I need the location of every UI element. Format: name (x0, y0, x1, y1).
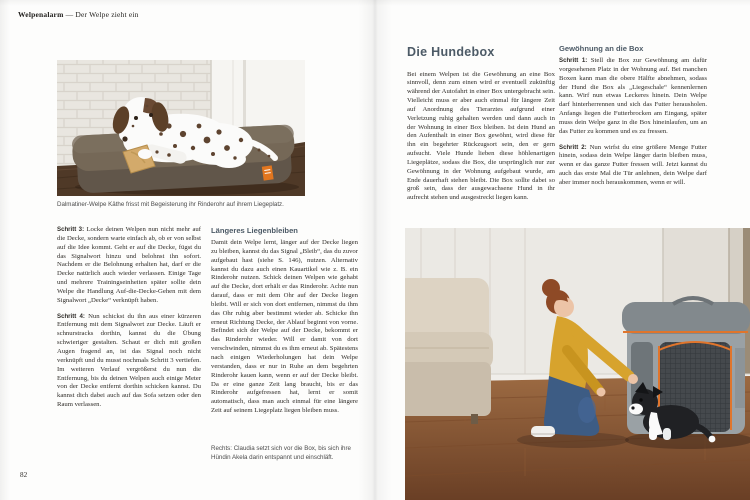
step-text: Nun schickst du ihn aus einer kürzeren Entfernung mit dem Signalwort zur Decke. Läuft er schnurstracks dorthin, kannst du die Übung schwieriger gestalten. Schaut er dich mit großen Augen fragend an, ist das Signal noch nicht verknüpft und du musst nochmals Schritt 3 vertiefen. Im weiteren Verlauf vergrößerst du nun die Entfernung, bis du deinen Welpen auch einige Meter von der Decke entfernt dorthin schicken kannst. Du kannst dich dabei auch auf das Sofa setzen oder den Raum verlassen. (57, 312, 201, 409)
page-number: 82 (20, 471, 28, 479)
photo-caption-right: Rechts: Claudia setzt sich vor die Box, bis sich ihre Hündin Akela darin entspannt und einschläft. (211, 445, 351, 462)
paragraph-schritt-2 (559, 144, 707, 188)
running-head-chapter: Welpenalarm (18, 10, 64, 19)
subheading-laengeres-liegenbleiben: Längeres Liegenbleiben (211, 226, 298, 235)
subheading-gewoehnung: Gewöhnung an die Box (559, 44, 644, 53)
right-page-column-1 (407, 44, 555, 210)
photo-caption-left: Dalmatiner-Welpe Käthe frisst mit Begeisterung ihr Rinderohr auf ihrem Liegeplatz. (57, 201, 284, 208)
step-label: Schritt 4: (57, 312, 85, 320)
sneaker (531, 426, 555, 437)
paragraph-schritt-1 (559, 57, 707, 137)
dalmatian-illustration (57, 60, 305, 196)
page-edge-shadow-top (0, 0, 750, 6)
page-edge-shadow-left (0, 0, 10, 500)
running-head-section: Der Welpe zieht ein (75, 10, 139, 19)
photo-woman-with-crate (405, 228, 750, 500)
running-head-separator: — (65, 10, 74, 19)
photo-dalmatian-on-bed (57, 60, 305, 196)
step-text: Locke deinen Welpen nun nicht mehr auf die Decke, sondern warte einfach ab, ob er von selbst auf die Idee kommt. Geht er auf die Decke, fügst du das Signalwort hinzu und belohnst ihn sofort. Nachdem er die Belohnung erhalten hat, darf er die Decke natürlich auch wieder verlassen. Einige Tage und mehrere Trainingseinheiten später sollte dein Welpe die Handlung Auf-die-Decke-Gehen mit dem Signalwort „Decke“ verknüpft haben. (57, 226, 201, 304)
right-page-column-2 (559, 44, 707, 195)
step-label: Schritt 1: (559, 57, 588, 65)
paragraph-schritt-4 (57, 313, 201, 410)
crate-scene-illustration (405, 228, 750, 500)
left-page-column-1 (57, 226, 201, 417)
bed-brand-tag (262, 165, 274, 180)
heading-die-hundebox: Die Hundebox (407, 45, 495, 59)
paragraph-schritt-3 (57, 226, 201, 306)
step-text: Nun wirfst du eine größere Menge Futter hinein, sodass dein Welpe länger darin bleiben muss, wenn er das ganze Futter fressen will. Jetzt kannst du auch das erste Mal die Tür anlehnen, dein Welpe darf aber immer noch herauskommen, wenn er will. (559, 143, 707, 186)
paragraph-liegenbleiben: Damit dein Welpe lernt, länger auf der Decke liegen zu bleiben, kannst du das Signal „Bleib“, das du zuvor aufgebaut hast (siehe S. 146), nutzen. Alternativ kannst du dazu auch einen Kauartikel wie z. B. ein Rinderohr nutzen. Schick deinen Welpen wie gehabt auf die Decke, dort erhält er das Rinderohr. Achte nun darauf, dass er mit dem Ohr auf der Decke liegen bleibt. Will er sich von dort entfernen, nimmst du ihm das Ohr ruhig aber bestimmt wieder ab. Schicke ihn erneut Richtung Decke, der Ablauf beginnt von vorne. Befindet sich der Welpe auf der Decke, bekommt er das Rinderohr wieder. Will er damit von dort verschwinden, nimmst du es ihm erneut ab. Spätestens nach einigen Wiederholungen hat dein Welpe verstanden, dass er nur in Ruhe an dem begehrten Rinderohr kauen kann, wenn er auf der Decke bleibt. Da er eine ganze Zeit lang braucht, bis er das Rinderohr aufgefressen hat, lernt er somit automatisch, dass man auch einmal für eine längere Zeit auf seinem Liegeplatz liegen bleiben muss. (211, 239, 358, 415)
running-head (18, 10, 139, 19)
left-page-column-2 (211, 226, 358, 423)
step-label: Schritt 3: (57, 226, 85, 233)
sofa (405, 278, 493, 424)
paragraph-hundebox: Bei einem Welpen ist die Gewöhnung an eine Box sinnvoll, denn zum einen wird er eventuell zukünftig während der Autofahrt in einer Box untergebracht sein. Vielleicht muss er aber auch einmal für längere Zeit auf Anordnung des Tierarztes aufgrund einer Verletzung ruhig gehalten werden und dann auch in der Wohnung in einer Box bleiben. Ist dein Hund an den Aufenthalt in einer Box gewöhnt, wird diese für ihn ein begehrter Rückzugsort sein, den er gern aufsucht. Viele Hunde lieben diese höhlenartigen Liegeplätze, sodass die Box, die ursprünglich nur zur Gewöhnung in der Wohnung aufgebaut wurde, am Ende dauerhaft stehen bleibt. Die Box sollte dabei so groß sein, dass der ausgewachsene Hund in ihr aufrecht stehen und ausgestreckt liegen kann. (407, 70, 555, 202)
page-fold (358, 0, 392, 500)
step-label: Schritt 2: (559, 143, 587, 151)
step-text: Stell die Box zur Gewöhnung am dafür vorgesehenen Platz in der Wohnung auf. Bei manchen Boxen kann man die obere Hälfte abnehmen, sodass der Hund die Box als „Liegeschale“ kennenlernen kann. Wirf nun etwas Leckeres hinein. Dein Welpe darf hinterherrennen und sich das Futter herausholen. Anfangs liegen die Futterbrocken am Eingang, später muss dein Welpe ganz in die Box hineinlaufen, um an das Futter zu kommen und es zu fressen. (559, 57, 707, 135)
